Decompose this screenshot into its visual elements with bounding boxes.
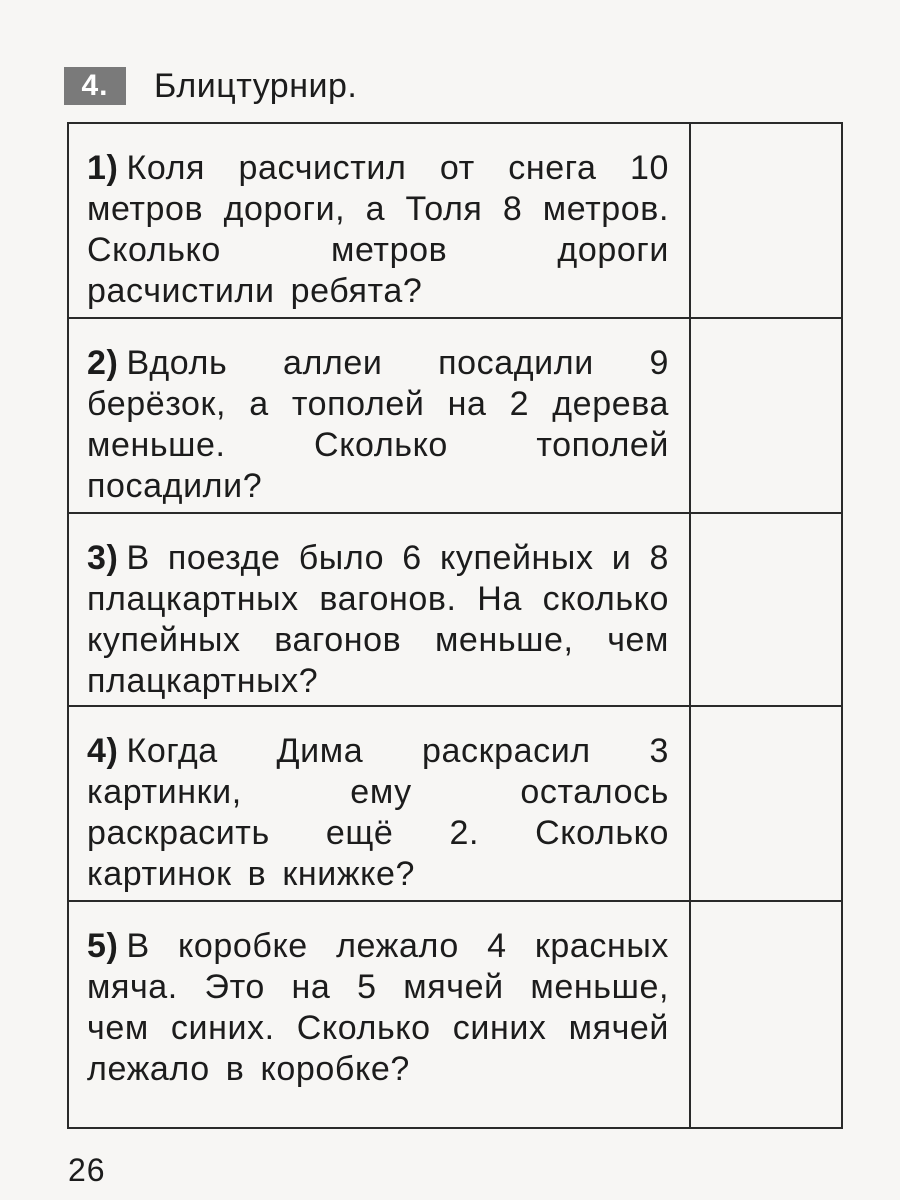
answer-cell[interactable] bbox=[690, 318, 842, 513]
question-number: 5) bbox=[87, 927, 119, 965]
question-number: 2) bbox=[87, 344, 119, 382]
question-cell bbox=[68, 513, 690, 706]
question-text bbox=[69, 319, 689, 507]
question-number: 3) bbox=[87, 539, 119, 577]
page-number: 26 bbox=[68, 1152, 106, 1188]
question-text bbox=[69, 514, 689, 702]
question-body: Коля расчистил от снега 10 метров дороги, а Толя 8 метров. Сколько метров дороги расчистили ребята? bbox=[87, 149, 669, 310]
question-text bbox=[69, 124, 689, 312]
question-body: В поезде было 6 купейных и 8 плацкартных вагонов. На сколько купейных вагонов меньше, чем плацкартных? bbox=[87, 539, 669, 700]
question-number: 1) bbox=[87, 149, 119, 187]
answer-cell[interactable] bbox=[690, 513, 842, 706]
table-row bbox=[68, 901, 842, 1128]
question-cell bbox=[68, 901, 690, 1128]
question-number: 4) bbox=[87, 732, 119, 770]
question-text bbox=[69, 902, 689, 1090]
task-number-badge: 4. bbox=[64, 67, 126, 105]
answer-cell[interactable] bbox=[690, 706, 842, 901]
blitz-table bbox=[67, 122, 843, 1129]
question-body: Вдоль аллеи посадили 9 берёзок, а тополей на 2 дерева меньше. Сколько тополей посадили? bbox=[87, 344, 669, 505]
task-heading bbox=[64, 64, 357, 108]
table-row bbox=[68, 318, 842, 513]
table-row bbox=[68, 706, 842, 901]
task-title: Блицтурнир. bbox=[154, 66, 358, 105]
question-body: В коробке лежало 4 красных мяча. Это на 5 мячей меньше, чем синих. Сколько синих мячей лежало в коробке? bbox=[87, 927, 669, 1088]
question-text bbox=[69, 707, 689, 895]
table-row bbox=[68, 513, 842, 706]
question-cell bbox=[68, 123, 690, 318]
table-row bbox=[68, 123, 842, 318]
question-body: Когда Дима раскрасил 3 картинки, ему осталось раскрасить ещё 2. Сколько картинок в книжке? bbox=[87, 732, 669, 893]
question-cell bbox=[68, 706, 690, 901]
answer-cell[interactable] bbox=[690, 123, 842, 318]
question-cell bbox=[68, 318, 690, 513]
answer-cell[interactable] bbox=[690, 901, 842, 1128]
